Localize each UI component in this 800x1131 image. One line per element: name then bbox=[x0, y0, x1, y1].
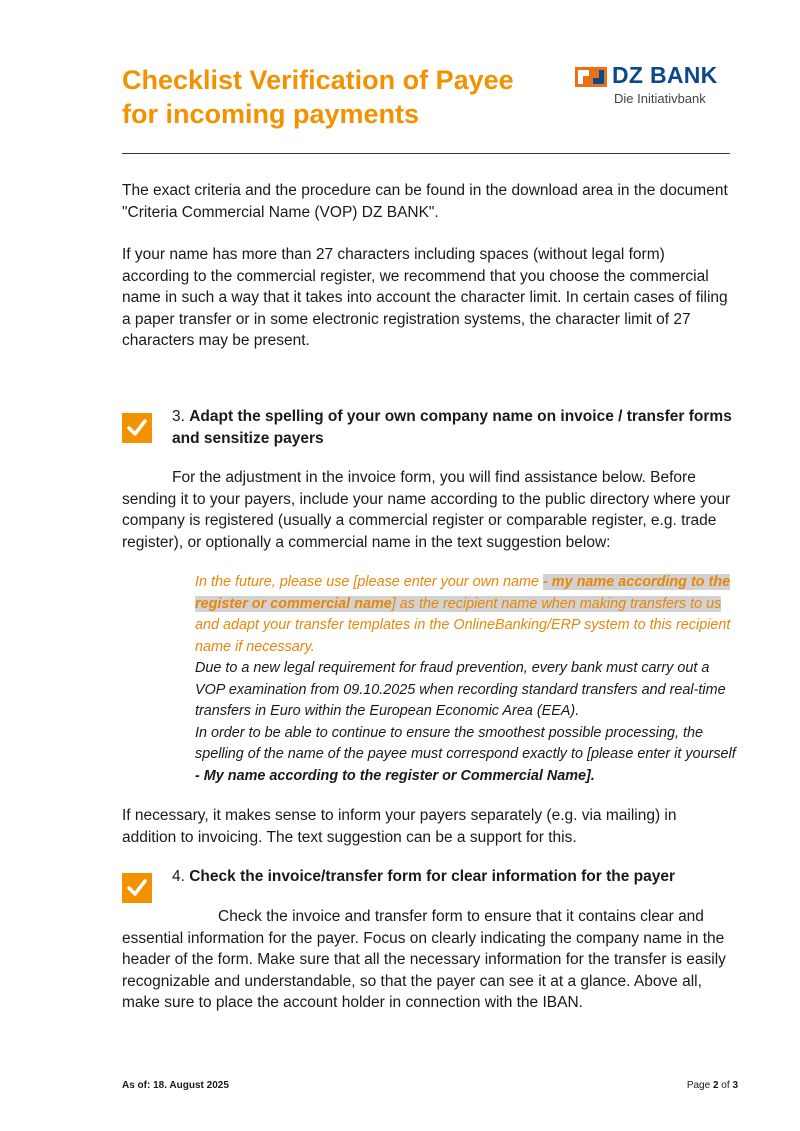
text-suggestion bbox=[195, 572, 740, 787]
suggestion-paragraph-2: Due to a new legal requirement for fraud prevention, every bank must carry out a VOP examination from 09.10.2025 when recording standard transfers and real-time transfers in Euro within the European Economic Area (EEA). bbox=[195, 660, 726, 719]
header-divider bbox=[122, 153, 730, 154]
logo-tagline: Die Initiativbank bbox=[614, 91, 706, 106]
suggestion-dash: - bbox=[543, 574, 552, 590]
suggestion-bold-name: my name according to the register or commercial name bbox=[195, 574, 731, 612]
intro-paragraph-1: The exact criteria and the procedure can be found in the download area in the document "Criteria Commercial Name (VOP) DZ BANK". bbox=[122, 182, 728, 221]
section-3-body: For the adjustment in the invoice form, you will find assistance below. Before sending it to your payers, include your name according to the public directory where your company is registered (usually a commercial register or comparable register, e.g. trade register), or optionally a commercial name in the text suggestion below: bbox=[122, 469, 731, 551]
suggestion-bold-end: - My name according to the register or Commercial Name]. bbox=[195, 767, 595, 784]
section-4-title: Check the invoice/transfer form for clear information for the payer bbox=[189, 868, 676, 885]
checkbox-checked-icon bbox=[122, 413, 152, 443]
checkbox-checked-icon bbox=[122, 873, 152, 903]
page-total: 3 bbox=[732, 1080, 738, 1091]
suggestion-text-p3: In order to be able to continue to ensure the smoothest possible processing, the spelling of the name of the payee must correspond exactly to [please enter it yourself bbox=[195, 724, 736, 762]
suggestion-paragraph-1 bbox=[195, 572, 740, 658]
section-3-number: 3. bbox=[172, 408, 190, 425]
title-line-2: for incoming payments bbox=[122, 99, 420, 129]
section-4-number: 4. bbox=[172, 868, 190, 885]
dz-bank-logo bbox=[575, 64, 735, 110]
page-label: Page bbox=[686, 1080, 713, 1091]
section-3-after: If necessary, it makes sense to inform your payers separately (e.g. via mailing) in addition to invoicing. The text suggestion can be a support for this. bbox=[122, 807, 677, 846]
section-4-heading bbox=[172, 866, 732, 888]
footer-date: As of: 18. August 2025 bbox=[122, 1080, 229, 1091]
page-current: 2 bbox=[712, 1080, 719, 1091]
section-3-title: Adapt the spelling of your own company name on invoice / transfer forms and sensitize payers bbox=[172, 408, 732, 447]
footer-page-number bbox=[600, 1080, 738, 1091]
intro-paragraph-2: If your name has more than 27 characters including spaces (without legal form) according to the commercial register, we recommend that you choose the commercial name in such a way that it takes into account the character limit. In certain cases of filing a paper transfer or in some electronic registration systems, the character limit of 27 characters may be present. bbox=[122, 246, 728, 349]
suggestion-paragraph-3 bbox=[195, 723, 740, 788]
title-line-1: Checklist Verification of Payee bbox=[122, 65, 514, 95]
dz-bank-logo-icon bbox=[575, 67, 607, 87]
suggestion-text-3: and adapt your transfer templates in the OnlineBanking/ERP system to this recipient name if necessary. bbox=[195, 617, 731, 655]
document-title bbox=[122, 63, 542, 131]
section-4-body: Check the invoice and transfer form to ensure that it contains clear and essential information for the payer. Focus on clearly indicating the company name in the header of the form. Make sure that all the necessary information for the transfer is easily recognizable and understandable, so that the payer can see it at a glance. Above all, make sure to place the account holder in connection with the IBAN. bbox=[122, 908, 726, 1011]
page-of: of bbox=[718, 1080, 733, 1091]
section-3-heading bbox=[172, 406, 732, 449]
suggestion-text-1: In the future, please use [please enter your own name bbox=[195, 574, 543, 590]
logo-name: DZ BANK bbox=[612, 62, 718, 88]
suggestion-highlight-text: ] as the recipient name when making transfers to us bbox=[391, 595, 722, 612]
